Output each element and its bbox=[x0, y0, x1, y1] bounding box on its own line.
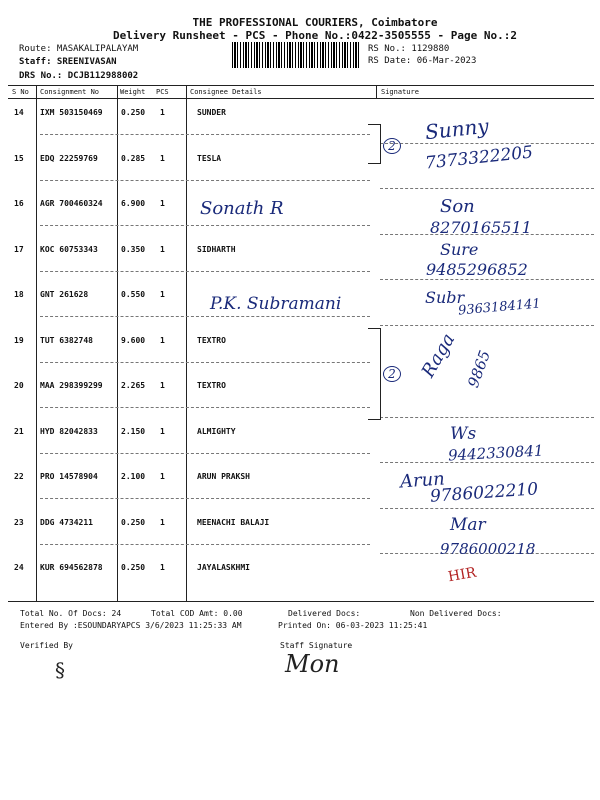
table-header-rule bbox=[8, 98, 594, 99]
row-sno: 14 bbox=[14, 108, 24, 117]
row-sno: 19 bbox=[14, 335, 24, 345]
signature-17: Sure bbox=[440, 240, 479, 259]
row-consignee: MEENACHI BALAJI bbox=[197, 517, 270, 527]
row-consignment-no: KOC 60753343 bbox=[40, 244, 98, 254]
row-divider bbox=[40, 498, 370, 499]
row-weight: 0.350 bbox=[121, 244, 146, 254]
row-sno: 15 bbox=[14, 153, 24, 163]
row-weight: 9.600 bbox=[121, 335, 146, 345]
rs-date: RS Date: 06-Mar-2023 bbox=[368, 56, 477, 66]
sig-divider bbox=[380, 508, 594, 509]
row-weight: 2.100 bbox=[121, 472, 146, 481]
table-row bbox=[0, 336, 600, 356]
red-mark-24: HIR bbox=[446, 564, 478, 586]
col-signature: Signature bbox=[381, 88, 419, 96]
row-consignee: ALMIGHTY bbox=[197, 426, 236, 436]
verified-by-signature: § bbox=[55, 658, 65, 682]
row-pcs: 1 bbox=[160, 335, 165, 345]
row-pcs: 1 bbox=[160, 517, 165, 527]
row-divider bbox=[40, 134, 370, 135]
row-weight: 0.250 bbox=[121, 563, 146, 572]
row-consignee: TESLA bbox=[197, 153, 222, 163]
verified-by-label: Verified By bbox=[20, 641, 73, 650]
row-consignment-no: KUR 694562878 bbox=[40, 563, 103, 572]
row-pcs: 1 bbox=[160, 426, 165, 436]
sig-divider bbox=[380, 325, 594, 326]
circled-mark: 2 bbox=[383, 138, 401, 154]
table-top-rule bbox=[8, 85, 594, 86]
col-sno: S No bbox=[12, 88, 29, 96]
handwritten-consignee-18: P.K. Subramani bbox=[210, 294, 342, 314]
row-consignment-no: HYD 82042833 bbox=[40, 426, 98, 436]
rs-number: RS No.: 1129880 bbox=[368, 44, 450, 54]
row-divider bbox=[40, 180, 370, 181]
row-divider bbox=[40, 316, 370, 317]
row-consignee: SIDHARTH bbox=[197, 244, 236, 254]
total-docs: Total No. Of Docs: 24 bbox=[20, 609, 122, 618]
col-sep bbox=[376, 85, 377, 98]
row-weight: 2.265 bbox=[121, 381, 146, 390]
staff-signature: Mon bbox=[285, 650, 340, 678]
row-consignee: TEXTRO bbox=[197, 381, 226, 390]
row-pcs: 1 bbox=[160, 290, 165, 299]
row-divider bbox=[40, 544, 370, 545]
sig-divider bbox=[380, 188, 594, 189]
table-row bbox=[0, 518, 600, 538]
row-divider bbox=[40, 362, 370, 363]
signature-16: Son bbox=[440, 196, 475, 217]
row-pcs: 1 bbox=[160, 244, 165, 254]
row-consignment-no: AGR 700460324 bbox=[40, 199, 103, 208]
phone-16: 8270165511 bbox=[430, 218, 532, 237]
non-delivered-docs: Non Delivered Docs: bbox=[410, 609, 502, 618]
signature-14: Sunny bbox=[423, 113, 490, 145]
total-cod: Total COD Amt: 0.00 bbox=[151, 609, 243, 618]
row-weight: 2.150 bbox=[121, 426, 146, 436]
table-row bbox=[0, 563, 600, 583]
row-divider bbox=[40, 225, 370, 226]
drs-number: DRS No.: DCJB112988002 bbox=[19, 71, 139, 81]
phone-19: 9865 bbox=[464, 347, 495, 391]
row-consignment-no: MAA 298399299 bbox=[40, 381, 103, 390]
col-pcs: PCS bbox=[156, 88, 169, 96]
barcode bbox=[232, 42, 360, 68]
col-consignee: Consignee Details bbox=[190, 88, 262, 96]
sig-divider bbox=[380, 279, 594, 280]
sig-divider bbox=[380, 143, 594, 144]
route-label: Route: MASAKALIPALAYAM bbox=[19, 44, 139, 54]
table-row bbox=[0, 108, 600, 128]
phone-17: 9485296852 bbox=[426, 260, 528, 279]
handwritten-consignee-16: Sonath R bbox=[200, 198, 284, 219]
row-weight: 0.250 bbox=[121, 108, 146, 117]
row-pcs: 1 bbox=[160, 108, 165, 117]
row-sno: 24 bbox=[14, 563, 24, 572]
row-sno: 23 bbox=[14, 517, 24, 527]
phone-23: 9786000218 bbox=[440, 540, 536, 558]
table-bottom-rule bbox=[8, 601, 594, 602]
row-pcs: 1 bbox=[160, 381, 165, 390]
row-pcs: 1 bbox=[160, 153, 165, 163]
signature-19: Raga bbox=[417, 329, 460, 382]
delivered-docs: Delivered Docs: bbox=[288, 609, 361, 618]
table-row bbox=[0, 199, 600, 219]
row-consignment-no: EDQ 22259769 bbox=[40, 153, 98, 163]
row-consignment-no: GNT 261628 bbox=[40, 290, 89, 299]
row-consignee: SUNDER bbox=[197, 108, 226, 117]
row-weight: 0.550 bbox=[121, 290, 146, 299]
signature-21: Ws bbox=[450, 424, 477, 444]
runsheet-title: Delivery Runsheet - PCS - Phone No.:0422-3505555 - Page No.:2 bbox=[113, 29, 517, 42]
row-sno: 17 bbox=[14, 244, 24, 254]
row-sno: 22 bbox=[14, 472, 24, 481]
row-consignee: ARUN PRAKSH bbox=[197, 472, 250, 481]
sig-divider bbox=[380, 417, 594, 418]
row-sno: 18 bbox=[14, 290, 24, 299]
row-consignment-no: IXM 503150469 bbox=[40, 108, 103, 117]
phone-22: 9786022210 bbox=[429, 479, 539, 507]
phone-21: 9442330841 bbox=[447, 441, 544, 465]
row-consignment-no: DDG 4734211 bbox=[40, 517, 93, 527]
phone-14: 7373322205 bbox=[424, 142, 534, 174]
row-sno: 20 bbox=[14, 381, 24, 390]
staff-signature-label: Staff Signature bbox=[280, 641, 353, 650]
entered-by: Entered By :ESOUNDARYAPCS 3/6/2023 11:25:33 AM bbox=[20, 621, 242, 630]
group-bracket bbox=[368, 328, 381, 420]
row-consignment-no: PRO 14578904 bbox=[40, 472, 98, 481]
row-pcs: 1 bbox=[160, 563, 165, 572]
signature-22: Arun bbox=[399, 468, 446, 493]
signature-23: Mar bbox=[450, 515, 486, 535]
signature-18: Subr bbox=[425, 288, 465, 307]
row-sno: 21 bbox=[14, 426, 24, 436]
row-weight: 6.900 bbox=[121, 199, 146, 208]
staff-label: Staff: SREENIVASAN bbox=[19, 57, 117, 67]
circled-mark: 2 bbox=[383, 366, 401, 382]
table-row bbox=[0, 381, 600, 401]
row-consignment-no: TUT 6382748 bbox=[40, 335, 93, 345]
company-title: THE PROFESSIONAL COURIERS, Coimbatore bbox=[192, 16, 438, 29]
row-weight: 0.285 bbox=[121, 153, 146, 163]
row-consignee: JAYALASKHMI bbox=[197, 563, 250, 572]
group-bracket bbox=[368, 124, 381, 164]
row-sno: 16 bbox=[14, 199, 24, 208]
phone-18: 9363184141 bbox=[457, 296, 542, 319]
printed-on: Printed On: 06-03-2023 11:25:41 bbox=[278, 621, 428, 630]
col-weight: Weight bbox=[120, 88, 146, 96]
row-divider bbox=[40, 453, 370, 454]
row-divider bbox=[40, 407, 370, 408]
row-pcs: 1 bbox=[160, 472, 165, 481]
row-divider bbox=[40, 271, 370, 272]
row-pcs: 1 bbox=[160, 199, 165, 208]
row-weight: 0.250 bbox=[121, 517, 146, 527]
row-consignee: TEXTRO bbox=[197, 335, 226, 345]
col-consignment: Consignment No bbox=[40, 88, 100, 96]
